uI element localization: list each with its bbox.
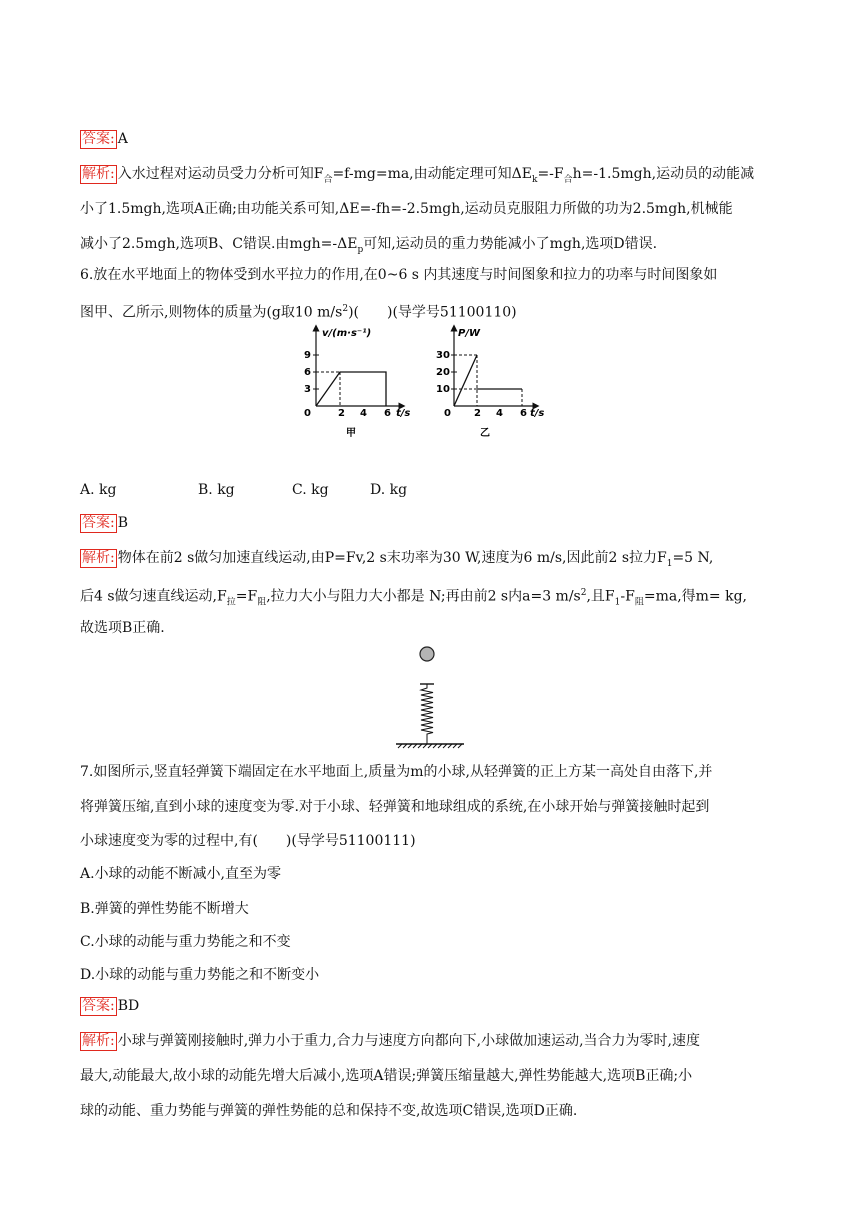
y-tick: 20 [436, 367, 450, 378]
x-tick: 2 [474, 408, 481, 419]
spring [421, 684, 433, 744]
q6-analysis-line-2 [80, 583, 747, 612]
subscript: 阻 [634, 597, 644, 608]
text: )( )(导学号51100110) [348, 304, 517, 321]
text: 减小了2.5mgh,选项B、C错误.由mgh=-ΔE [80, 236, 358, 252]
subscript: 1 [614, 597, 621, 608]
subscript: 合 [323, 174, 333, 185]
text: 后4 s做匀速直线运动,F [80, 588, 227, 605]
q6-stem-line-1: 6.放在水平地面上的物体受到水平拉力的作用,在0~6 s 内其速度与时间图象和拉力的功率与时间图象如 [80, 267, 718, 283]
text: 小球与弹簧刚接触时,弹力小于重力,合力与速度方向都向下,小球做加速运动,当合力为零时,速度 [117, 1033, 700, 1049]
y-axis-label: v/(m·s⁻¹) [322, 328, 372, 339]
superscript: 2 [580, 588, 587, 598]
power-time-graph [432, 322, 545, 440]
q7-stem-line-3: 小球速度变为零的过程中,有( )(导学号51100111) [80, 833, 416, 849]
y-tick: 6 [304, 367, 311, 378]
spring-ball-figure [392, 644, 468, 750]
origin-label: 0 [304, 408, 311, 419]
subscript: 1 [666, 558, 673, 569]
text: 入水过程对运动员受力分析可知F [117, 166, 324, 182]
graph-caption: 甲 [346, 428, 356, 439]
x-axis-label: t/s [530, 408, 545, 419]
q6-option-c: C. kg [292, 482, 329, 498]
subscript: 阻 [257, 597, 267, 608]
analysis-label: 解析: [82, 166, 115, 182]
x-tick: 6 [520, 408, 527, 419]
q6-option-d: D. kg [370, 482, 408, 498]
y-tick: 10 [436, 384, 450, 395]
answer-label: 答案: [82, 515, 115, 531]
text: 可知,运动员的重力势能减小了mgh,选项D错误. [363, 236, 658, 252]
q5-answer-line [80, 129, 128, 149]
q7-option-d: D.小球的动能与重力势能之和不断变小 [80, 967, 320, 983]
y-axis-label: P/W [458, 328, 481, 339]
q6-stem-line-2 [80, 299, 517, 323]
text: 物体在前2 s做匀加速直线运动,由P=Fv,2 s末功率为30 W,速度为6 m/s,因此前2 s拉力F [117, 550, 667, 566]
analysis-label: 解析: [82, 550, 115, 566]
q7-option-b: B.弹簧的弹性势能不断增大 [80, 901, 249, 917]
subscript: 合 [563, 174, 573, 185]
origin-label: 0 [444, 408, 451, 419]
text: h=-1.5mgh,运动员的动能减 [572, 166, 755, 182]
q7-analysis-line-3: 球的动能、重力势能与弹簧的弹性势能的总和保持不变,故选项C错误,选项D正确. [80, 1103, 578, 1119]
x-tick: 4 [360, 408, 367, 419]
q7-option-a: A.小球的动能不断减小,直至为零 [80, 866, 282, 882]
x-tick: 4 [496, 408, 503, 419]
subscript: 拉 [226, 597, 236, 608]
q6-option-b: B. kg [198, 482, 235, 498]
x-tick: 2 [338, 408, 345, 419]
analysis-label: 解析: [82, 1033, 115, 1049]
text: ,且F [586, 588, 615, 605]
q5-analysis-line-1 [80, 164, 754, 190]
q5-analysis-line-3 [80, 234, 657, 260]
velocity-curve [316, 372, 386, 406]
q7-analysis-line-2: 最大,动能最大,故小球的动能先增大后减小,选项A错误;弹簧压缩量越大,弹性势能越大,选项B正确;小 [80, 1068, 693, 1084]
subscript: k [531, 174, 538, 185]
y-tick: 30 [436, 350, 450, 361]
q7-answer-value: BD [117, 998, 140, 1014]
y-tick: 3 [304, 384, 311, 395]
q7-stem-line-1: 7.如图所示,竖直轻弹簧下端固定在水平地面上,质量为m的小球,从轻弹簧的正上方某一高处自由落下,并 [80, 764, 713, 780]
text: =F [235, 588, 258, 605]
text: =ma,得m= kg, [643, 588, 747, 605]
superscript: 2 [342, 304, 349, 314]
q6-analysis-line-1 [80, 548, 713, 574]
q6-analysis-line-3: 故选项B正确. [80, 620, 165, 636]
subscript: p [357, 244, 364, 255]
q6-answer-value: B [117, 515, 129, 531]
velocity-time-graph [300, 322, 410, 440]
answer-label: 答案: [82, 998, 115, 1014]
x-tick: 6 [384, 408, 391, 419]
y-tick: 9 [304, 350, 311, 361]
answer-label: 答案: [82, 131, 115, 147]
text: =5 N, [672, 550, 714, 566]
x-axis-label: t/s [396, 408, 411, 419]
q5-analysis-line-2: 小了1.5mgh,选项A正确;由功能关系可知,ΔE=-fh=-2.5mgh,运动员克服阻力所做的功为2.5mgh,机械能 [80, 201, 733, 217]
q6-answer-line [80, 513, 128, 533]
text: -F [620, 588, 635, 605]
q5-answer-value: A [117, 131, 128, 147]
text: =-F [537, 166, 564, 182]
q7-answer-line [80, 996, 139, 1016]
graph-caption: 乙 [480, 428, 490, 439]
power-ramp [454, 355, 477, 406]
q7-stem-line-2: 将弹簧压缩,直到小球的速度变为零.对于小球、轻弹簧和地球组成的系统,在小球开始与弹簧接触时起到 [80, 799, 710, 815]
text: ,拉力大小与阻力大小都是 N;再由前2 s内a=3 m/s [266, 588, 581, 605]
q7-analysis-line-1 [80, 1031, 700, 1051]
q6-option-a: A. kg [80, 482, 117, 498]
ball [420, 647, 434, 661]
text: =f-mg=ma,由动能定理可知ΔE [332, 166, 532, 182]
q7-option-c: C.小球的动能与重力势能之和不变 [80, 934, 291, 950]
text: 图甲、乙所示,则物体的质量为(g取10 m/s [80, 304, 343, 321]
